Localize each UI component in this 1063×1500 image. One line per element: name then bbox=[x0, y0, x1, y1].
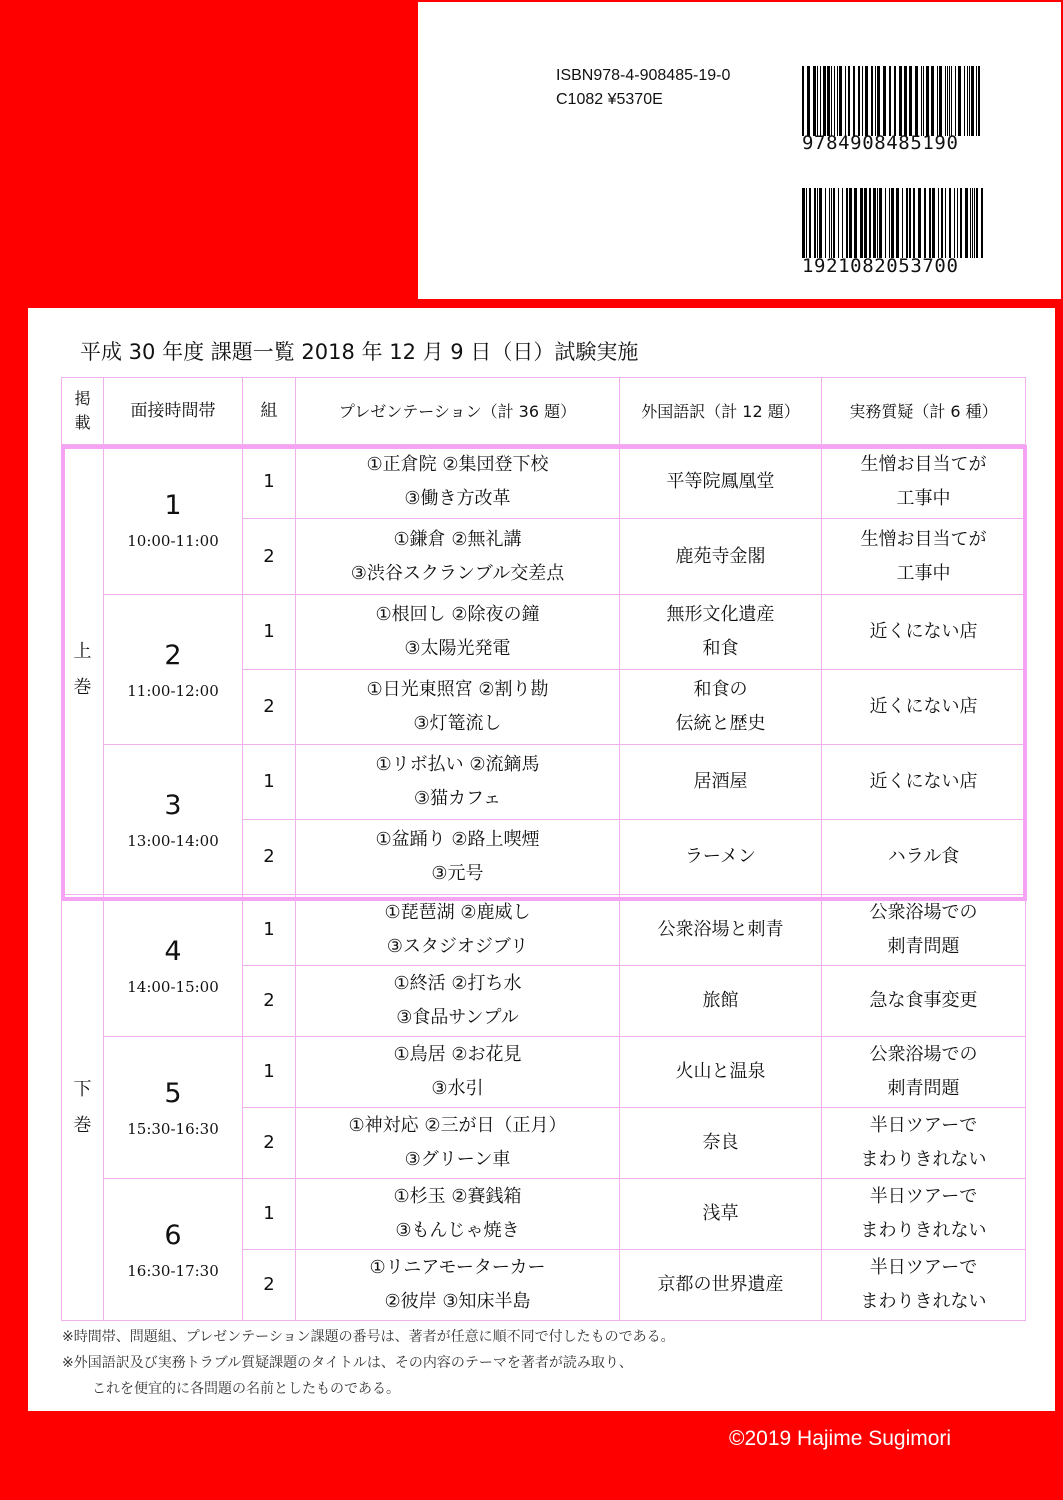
isbn-line: ISBN978-4-908485-19-0 bbox=[556, 67, 731, 84]
translation-line-1: 浅草 bbox=[702, 1203, 739, 1224]
table-row bbox=[62, 745, 1026, 820]
qa-line-2: 刺青問題 bbox=[887, 1078, 960, 1099]
translation-line-1: 鹿苑寺金閣 bbox=[675, 545, 766, 567]
footnote-2: ※外国語訳及び実務トラブル質疑課題のタイトルは、その内容のテーマを著者が読み取り、 bbox=[62, 1355, 633, 1371]
qa-line-1: 公衆浴場での bbox=[869, 902, 978, 923]
presentation-line-2: ③元号 bbox=[431, 863, 484, 884]
translation-cell bbox=[620, 820, 822, 895]
translation-line-1: 和食の bbox=[693, 679, 748, 700]
qa-line-2: まわりきれない bbox=[860, 1220, 987, 1241]
slot-time: 14:00-15:00 bbox=[127, 977, 219, 996]
translation-cell bbox=[620, 745, 822, 820]
qa-line-1: 公衆浴場での bbox=[869, 1044, 978, 1065]
translation-line-2: 伝統と歴史 bbox=[675, 713, 766, 734]
presentation-line-1: ①日光東照宮 ②割り勘 bbox=[366, 679, 549, 700]
translation-line-1: 火山と温泉 bbox=[675, 1061, 766, 1082]
presentation-line-1: ①神対応 ②三が日（正月） bbox=[348, 1115, 567, 1136]
translation-cell bbox=[620, 519, 822, 595]
isbn-barcode-area bbox=[418, 2, 1061, 299]
presentation-line-1: ①鳥居 ②お花見 bbox=[393, 1044, 522, 1065]
topic-table bbox=[61, 377, 1026, 1321]
practical-qa-cell bbox=[822, 745, 1026, 820]
qa-line-1: ハラル食 bbox=[887, 846, 960, 867]
translation-line-1: 居酒屋 bbox=[693, 771, 748, 792]
group-cell: 1 bbox=[243, 1179, 296, 1250]
presentation-line-1: ①根回し ②除夜の鐘 bbox=[375, 604, 540, 625]
practical-qa-cell bbox=[822, 519, 1026, 595]
copyright: ©2019 Hajime Sugimori bbox=[729, 1427, 952, 1450]
presentation-cell bbox=[296, 445, 620, 519]
presentation-cell bbox=[296, 895, 620, 966]
presentation-line-1: ①リニアモーターカー bbox=[369, 1257, 546, 1278]
barcode-isbn bbox=[802, 66, 985, 136]
presentation-line-2: ③グリーン車 bbox=[404, 1149, 511, 1170]
slot-number: 5 bbox=[164, 1077, 182, 1109]
presentation-cell bbox=[296, 820, 620, 895]
translation-line-1: 無形文化遺産 bbox=[666, 604, 775, 625]
footnotes bbox=[62, 1324, 675, 1402]
header-time: 面接時間帯 bbox=[104, 378, 243, 445]
header-vol: 掲載 bbox=[62, 378, 104, 445]
table-row bbox=[62, 1037, 1026, 1108]
qa-line-2: 刺青問題 bbox=[887, 936, 960, 957]
presentation-line-1: ①杉玉 ②賽銭箱 bbox=[393, 1186, 522, 1207]
translation-line-1: 公衆浴場と刺青 bbox=[657, 919, 784, 940]
presentation-line-2: ③猫カフェ bbox=[413, 788, 502, 809]
group-cell: 2 bbox=[243, 519, 296, 595]
time-slot-cell bbox=[104, 1179, 243, 1321]
presentation-line-1: ①琵琶湖 ②鹿威し bbox=[384, 902, 531, 923]
table-row bbox=[62, 895, 1026, 966]
table-header-row bbox=[62, 378, 1026, 445]
volume-label: 下巻 bbox=[73, 1078, 92, 1136]
table-row bbox=[62, 1179, 1026, 1250]
page-title: 平成 30 年度 課題一覧 2018 年 12 月 9 日（日）試験実施 bbox=[80, 340, 639, 364]
presentation-line-1: ①正倉院 ②集団登下校 bbox=[366, 453, 549, 475]
practical-qa-cell bbox=[822, 1037, 1026, 1108]
time-slot-cell bbox=[104, 745, 243, 895]
presentation-line-2: ③働き方改革 bbox=[404, 487, 511, 509]
translation-cell bbox=[620, 1179, 822, 1250]
slot-time: 15:30-16:30 bbox=[127, 1119, 219, 1138]
qa-line-1: 半日ツアーで bbox=[869, 1115, 978, 1136]
slot-time: 16:30-17:30 bbox=[127, 1261, 219, 1280]
qa-line-1: 半日ツアーで bbox=[869, 1257, 978, 1278]
time-slot-cell bbox=[104, 895, 243, 1037]
presentation-cell bbox=[296, 1250, 620, 1321]
translation-line-1: 京都の世界遺産 bbox=[657, 1274, 784, 1295]
translation-cell bbox=[620, 1037, 822, 1108]
practical-qa-cell bbox=[822, 1179, 1026, 1250]
header-pres: プレゼンテーション（計 36 題） bbox=[296, 378, 620, 445]
barcode-isbn-digits: 9784908485190 bbox=[802, 132, 959, 154]
slot-time: 13:00-14:00 bbox=[127, 831, 219, 850]
presentation-cell bbox=[296, 1037, 620, 1108]
slot-number: 4 bbox=[164, 935, 182, 967]
volume-label: 上巻 bbox=[73, 640, 92, 698]
footnote-1: ※時間帯、問題組、プレゼンテーション課題の番号は、著者が任意に順不同で付したものである。 bbox=[62, 1329, 675, 1345]
presentation-cell bbox=[296, 595, 620, 670]
translation-cell bbox=[620, 895, 822, 966]
practical-qa-cell bbox=[822, 1108, 1026, 1179]
time-slot-cell bbox=[104, 445, 243, 595]
group-cell: 1 bbox=[243, 1037, 296, 1108]
group-cell: 1 bbox=[243, 745, 296, 820]
translation-cell bbox=[620, 1108, 822, 1179]
translation-line-1: 平等院鳳凰堂 bbox=[666, 470, 775, 492]
presentation-line-1: ①リボ払い ②流鏑馬 bbox=[375, 754, 540, 775]
qa-line-1: 半日ツアーで bbox=[869, 1186, 978, 1207]
translation-cell bbox=[620, 445, 822, 519]
qa-line-1: 急な食事変更 bbox=[869, 990, 978, 1011]
presentation-line-1: ①鎌倉 ②無礼講 bbox=[393, 528, 522, 550]
translation-line-1: ラーメン bbox=[684, 846, 757, 867]
presentation-line-1: ①盆踊り ②路上喫煙 bbox=[375, 829, 540, 850]
qa-line-2: まわりきれない bbox=[860, 1149, 987, 1170]
translation-cell bbox=[620, 1250, 822, 1321]
presentation-line-2: ③渋谷スクランブル交差点 bbox=[350, 562, 565, 584]
presentation-line-2: ③灯篭流し bbox=[413, 713, 502, 734]
slot-time: 11:00-12:00 bbox=[127, 681, 219, 700]
translation-line-1: 奈良 bbox=[702, 1132, 739, 1153]
slot-number: 3 bbox=[164, 789, 182, 821]
presentation-cell bbox=[296, 670, 620, 745]
group-cell: 2 bbox=[243, 1250, 296, 1321]
time-slot-cell bbox=[104, 1037, 243, 1179]
qa-line-1: 生憎お目当てが bbox=[860, 453, 987, 475]
group-cell: 1 bbox=[243, 895, 296, 966]
presentation-line-1: ①終活 ②打ち水 bbox=[393, 973, 522, 994]
presentation-line-2: ②彼岸 ③知床半島 bbox=[384, 1291, 531, 1312]
practical-qa-cell bbox=[822, 1250, 1026, 1321]
translation-cell bbox=[620, 595, 822, 670]
qa-line-1: 近くにない店 bbox=[869, 771, 978, 792]
presentation-cell bbox=[296, 519, 620, 595]
group-cell: 1 bbox=[243, 445, 296, 519]
translation-cell bbox=[620, 670, 822, 745]
time-slot-cell bbox=[104, 595, 243, 745]
qa-line-1: 近くにない店 bbox=[869, 696, 978, 717]
table-row bbox=[62, 595, 1026, 670]
presentation-line-2: ③スタジオジブリ bbox=[386, 936, 529, 957]
price-code-line: C1082 ¥5370E bbox=[556, 91, 663, 108]
presentation-cell bbox=[296, 966, 620, 1037]
barcode-price-digits: 1921082053700 bbox=[802, 255, 959, 277]
presentation-line-2: ③水引 bbox=[431, 1078, 484, 1099]
volume-cell bbox=[62, 445, 104, 895]
qa-line-1: 近くにない店 bbox=[869, 621, 978, 642]
qa-line-1: 生憎お目当てが bbox=[860, 528, 987, 550]
qa-line-2: まわりきれない bbox=[860, 1291, 987, 1312]
qa-line-2: 工事中 bbox=[896, 562, 951, 584]
table-row bbox=[62, 445, 1026, 519]
presentation-cell bbox=[296, 1108, 620, 1179]
practical-qa-cell bbox=[822, 966, 1026, 1037]
practical-qa-cell bbox=[822, 670, 1026, 745]
slot-number: 1 bbox=[164, 489, 182, 521]
group-cell: 2 bbox=[243, 1108, 296, 1179]
header-trans: 外国語訳（計 12 題） bbox=[620, 378, 822, 445]
group-cell: 1 bbox=[243, 595, 296, 670]
presentation-line-2: ③もんじゃ焼き bbox=[395, 1220, 520, 1241]
presentation-cell bbox=[296, 1179, 620, 1250]
isbn-text bbox=[556, 64, 730, 112]
translation-cell bbox=[620, 966, 822, 1037]
practical-qa-cell bbox=[822, 445, 1026, 519]
presentation-line-2: ③食品サンプル bbox=[396, 1007, 519, 1028]
footnote-3: これを便宜的に各問題の名前としたものである。 bbox=[92, 1381, 400, 1397]
practical-qa-cell bbox=[822, 820, 1026, 895]
translation-line-2: 和食 bbox=[702, 638, 739, 659]
presentation-cell bbox=[296, 745, 620, 820]
practical-qa-cell bbox=[822, 895, 1026, 966]
schedule-panel bbox=[28, 308, 1055, 1411]
header-qa: 実務質疑（計 6 種） bbox=[822, 378, 1026, 445]
group-cell: 2 bbox=[243, 966, 296, 1037]
volume-cell bbox=[62, 895, 104, 1321]
slot-number: 2 bbox=[164, 639, 182, 671]
practical-qa-cell bbox=[822, 595, 1026, 670]
qa-line-2: 工事中 bbox=[896, 487, 951, 509]
group-cell: 2 bbox=[243, 820, 296, 895]
header-group: 組 bbox=[243, 378, 296, 445]
slot-time: 10:00-11:00 bbox=[127, 531, 219, 550]
barcode-price bbox=[802, 188, 985, 258]
slot-number: 6 bbox=[164, 1219, 182, 1251]
translation-line-1: 旅館 bbox=[702, 990, 739, 1011]
group-cell: 2 bbox=[243, 670, 296, 745]
presentation-line-2: ③太陽光発電 bbox=[404, 638, 511, 659]
